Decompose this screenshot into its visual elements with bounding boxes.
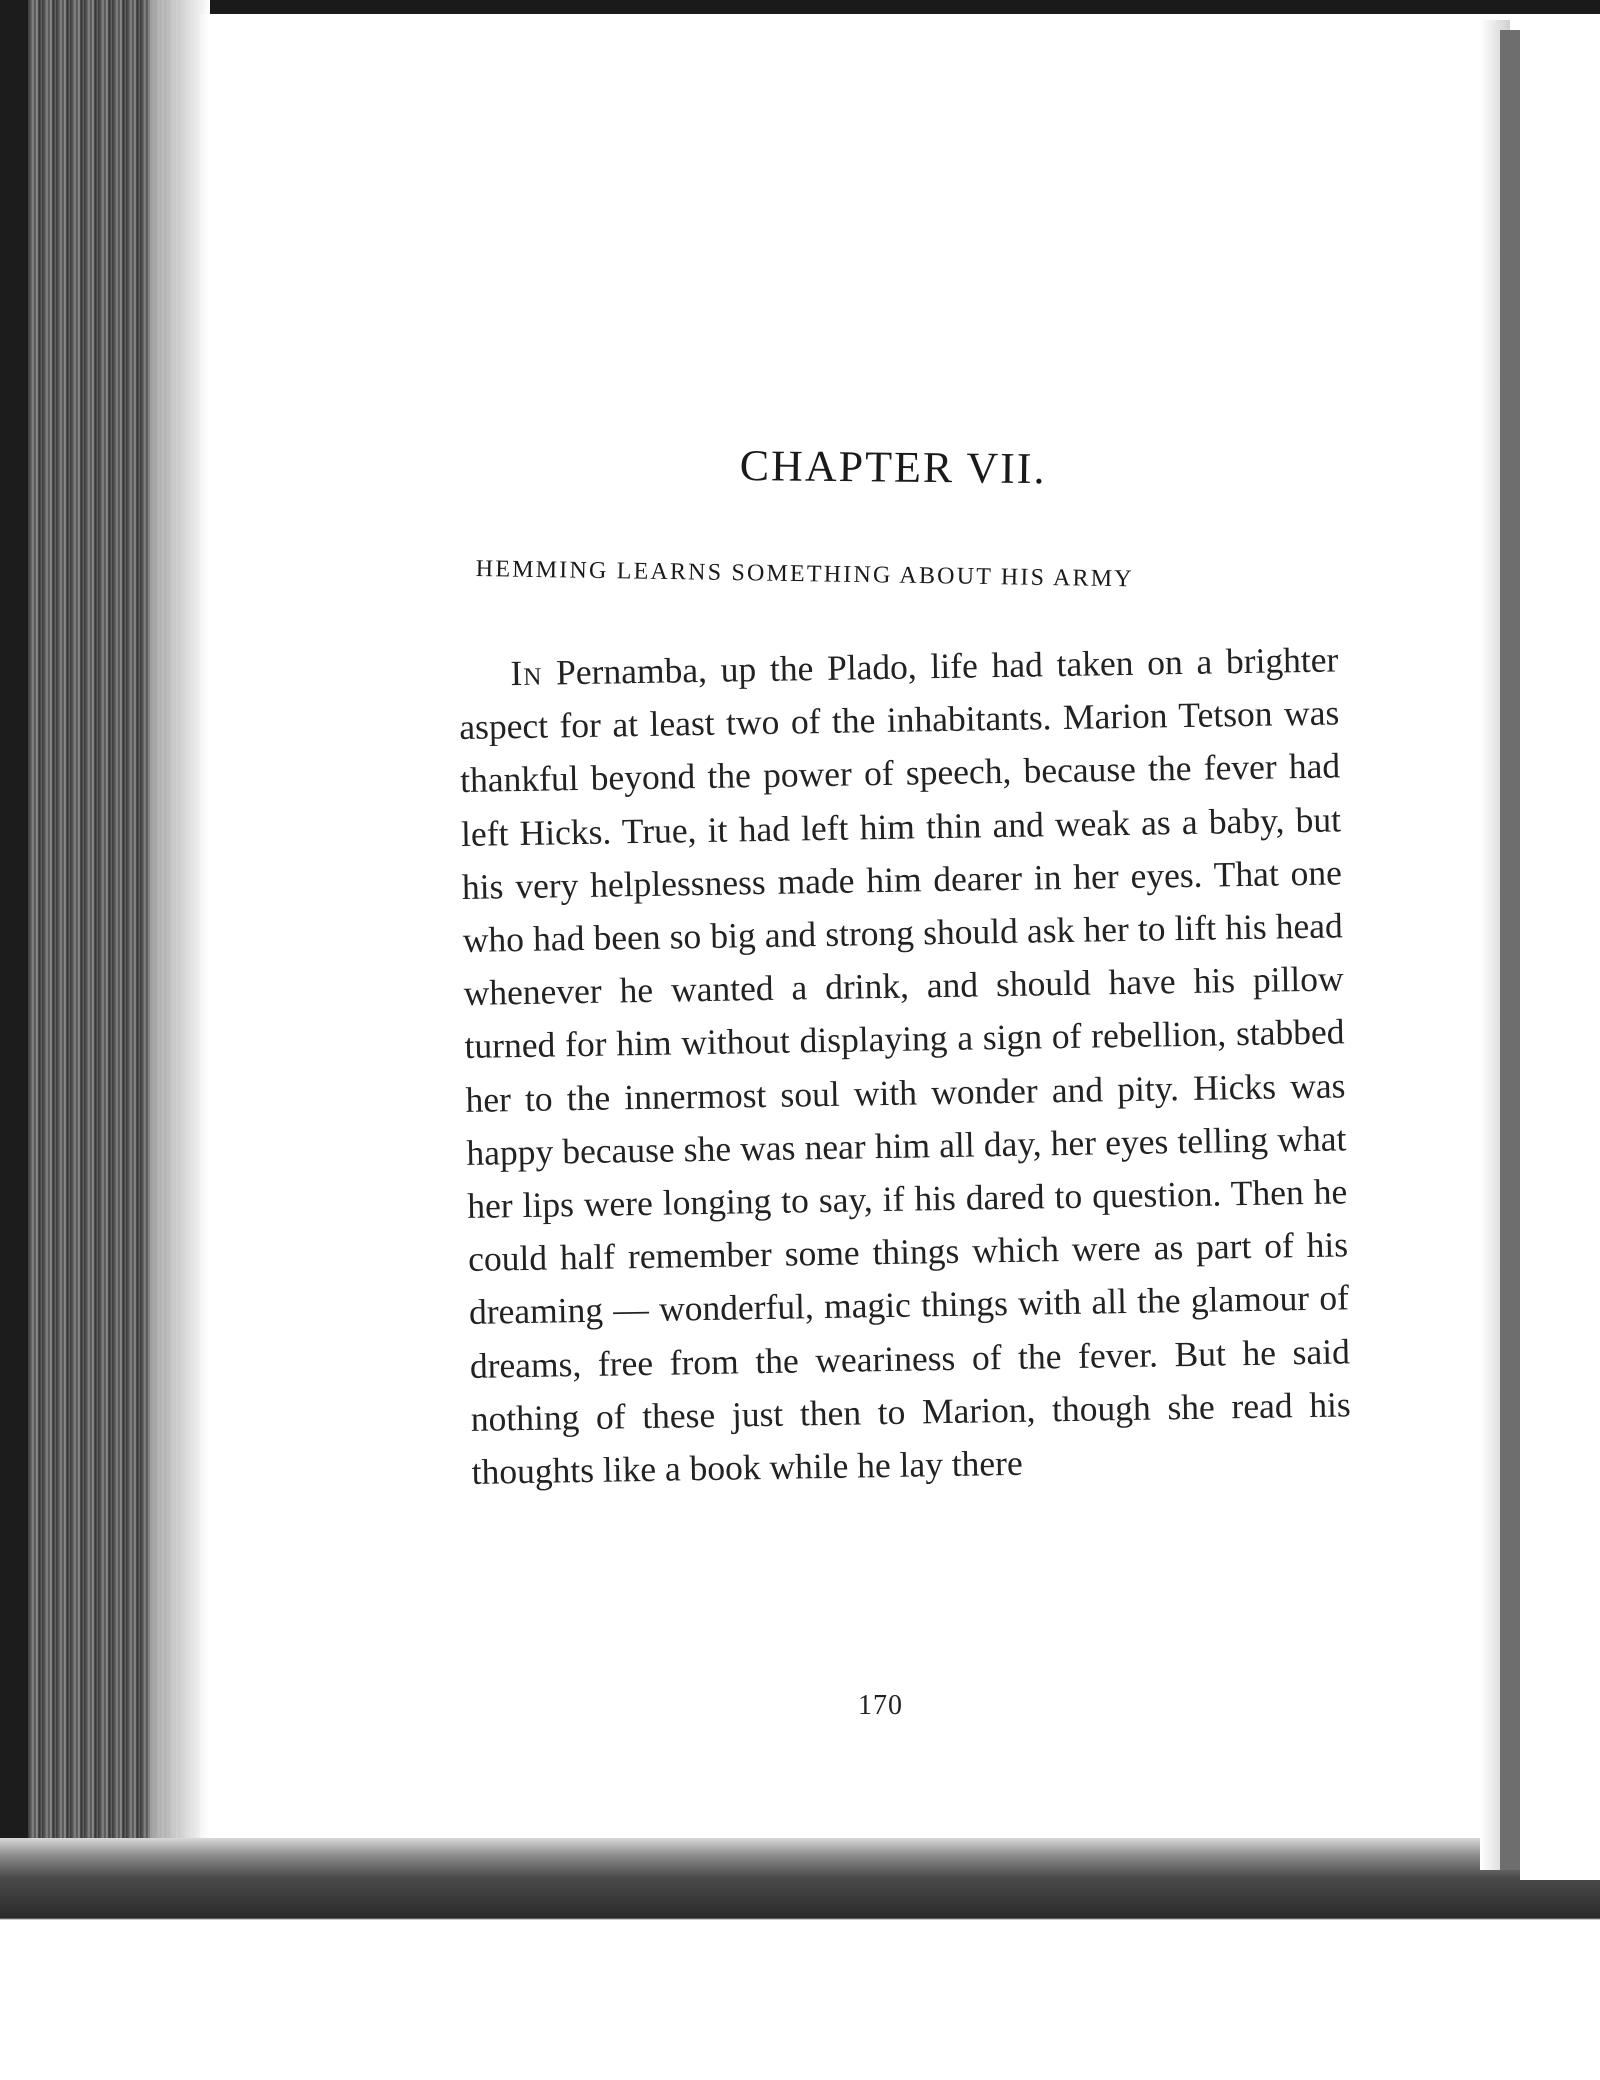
chapter-title: CHAPTER VII. bbox=[739, 440, 1047, 494]
page-number: 170 bbox=[858, 1690, 903, 1721]
scan-bottom-margin bbox=[0, 1920, 1600, 2080]
chapter-subtitle: HEMMING LEARNS SOMETHING ABOUT HIS ARMY bbox=[475, 556, 1134, 593]
chapter-body bbox=[458, 633, 1352, 1499]
body-paragraph bbox=[458, 633, 1352, 1499]
scan-left-border bbox=[0, 0, 28, 2080]
page-edge-shadow bbox=[150, 0, 210, 2080]
scan-top-border bbox=[0, 0, 1600, 14]
gutter-binding bbox=[1500, 30, 1520, 1870]
lead-word: In bbox=[510, 652, 543, 694]
facing-page-sliver bbox=[1520, 20, 1600, 1880]
paragraph-text: Pernamba, up the Plado, life had taken on a brighter aspect for at least two of the inhabitants. Marion Tetson was thankful beyond the power of speech, because the fever had left Hicks. True, it had left him thin and weak as a baby, but his very helplessness made him dearer in her eyes. That one who had been so big and strong should ask her to lift his head whenever he wanted a drink, and should have his pillow turned for him without displaying a sign of rebellion, stabbed her to the innermost soul with wonder and pity. Hicks was happy because she was near him all day, her eyes telling what her lips were longing to say, if his dared to question. Then he could half remember some things which were as part of his dreaming — wonderful, magic things with all the glamour of dreams, free from the weariness of the fever. But he said nothing of these just then to Marion, though she read his thoughts like a book while he lay there bbox=[458, 639, 1351, 1492]
